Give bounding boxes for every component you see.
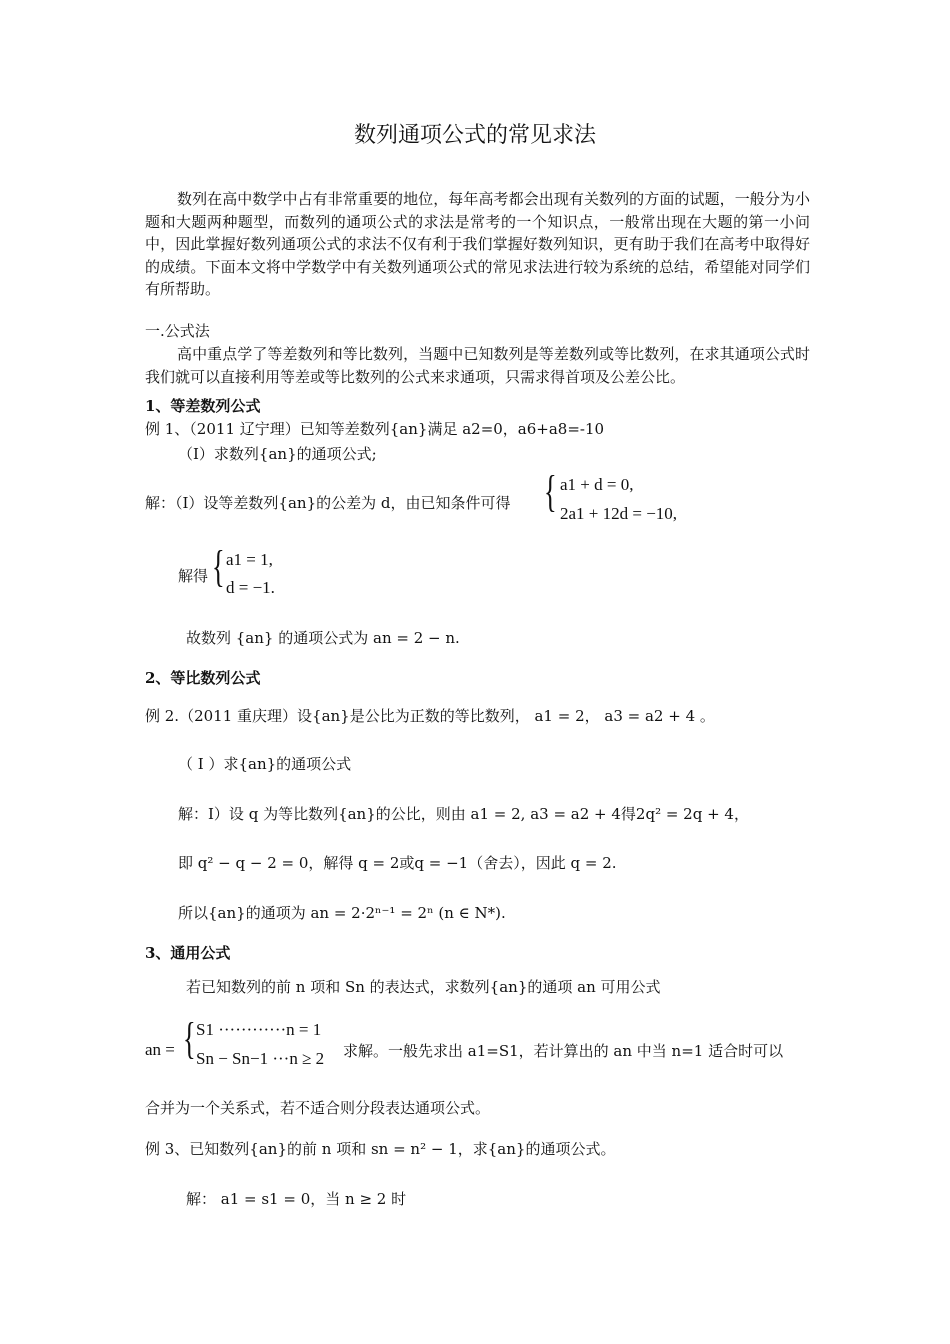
example2-statement: 例 2.（2011 重庆理）设{an}是公比为正数的等比数列， a1 = 2， a3 = a2 + 4 。 bbox=[145, 707, 715, 725]
example1-solution: 解：（I）设等差数列{an}的公差为 d，由已知条件可得 bbox=[145, 494, 511, 512]
general-brace: { bbox=[183, 1014, 196, 1063]
section-heading-formula-method: 一.公式法 bbox=[145, 322, 210, 340]
system-eq1: a1 + d = 0, bbox=[560, 475, 634, 494]
example3-statement: 例 3、已知数列{an}的前 n 项和 sn = n² − 1，求{an}的通项公式。 bbox=[145, 1140, 616, 1158]
example2-conclusion: 所以{an}的通项为 an = 2·2ⁿ⁻¹ = 2ⁿ (n ∈ N*). bbox=[178, 904, 506, 922]
example1-question: （I）求数列{an}的通项公式; bbox=[178, 445, 377, 463]
example2-question: （ I ）求{an}的通项公式 bbox=[178, 755, 352, 773]
example3-solution: 解： a1 = s1 = 0，当 n ≥ 2 时 bbox=[186, 1190, 407, 1208]
example1-statement: 例 1、（2011 辽宁理）已知等差数列{an}满足 a2=0，a6+a8=-10 bbox=[145, 420, 605, 438]
general-case1: S1 ············n = 1 bbox=[196, 1020, 322, 1039]
example2-solution2: 即 q² − q − 2 = 0，解得 q = 2或q = −1（舍去），因此 q = 2. bbox=[178, 854, 617, 872]
section1-paragraph: 高中重点学了等差数列和等比数列，当题中已知数列是等差数列或等比数列，在求其通项公式时我们就可以直接利用等差或等比数列的公式来求通项，只需求得首项及公差公比。 bbox=[145, 345, 810, 386]
general-after2: 合并为一个关系式，若不适合则分段表达通项公式。 bbox=[145, 1099, 491, 1117]
heading-arithmetic: 1、等差数列公式 bbox=[145, 397, 261, 415]
general-after: 求解。一般先求出 a1=S1，若计算出的 an 中当 n=1 适合时可以 bbox=[343, 1042, 784, 1060]
result-d: d = −1. bbox=[226, 578, 275, 597]
system-brace-1: { bbox=[544, 467, 557, 516]
general-lhs: an = bbox=[145, 1040, 175, 1059]
intro-paragraph: 数列在高中数学中占有非常重要的地位，每年高考都会出现有关数列的方面的试题，一般分为小题和大题两种题型，而数列的通项公式的求法是常考的一个知识点，一般常出现在大题的第一小问中，因此掌握好数列通项公式的求法不仅有利于我们掌握好数列知识，更有助于我们在高考中取得好的成绩。下面本文将中学数学中有关数列通项公式的常见求法进行较为系统的总结，希望能对同学们有所帮助。 bbox=[145, 190, 810, 299]
heading-geometric: 2、等比数列公式 bbox=[145, 669, 261, 687]
system-eq2: 2a1 + 12d = −10, bbox=[560, 504, 678, 523]
example2-solution: 解：I）设 q 为等比数列{an}的公比，则由 a1 = 2, a3 = a2 + 4得2q² = 2q + 4， bbox=[178, 805, 749, 823]
page-title: 数列通项公式的常见求法 bbox=[353, 123, 596, 148]
general-case2: Sn − Sn−1 ···n ≥ 2 bbox=[196, 1049, 325, 1068]
general-text: 若已知数列的前 n 项和 Sn 的表达式，求数列{an}的通项 an 可用公式 bbox=[186, 978, 661, 996]
example1-conclusion: 故数列 {an} 的通项公式为 an = 2 − n. bbox=[186, 629, 460, 647]
result-a1: a1 = 1, bbox=[226, 550, 273, 569]
heading-general: 3、通用公式 bbox=[145, 944, 231, 962]
system-brace-2: { bbox=[212, 542, 225, 591]
solve-label: 解得 bbox=[178, 567, 209, 585]
